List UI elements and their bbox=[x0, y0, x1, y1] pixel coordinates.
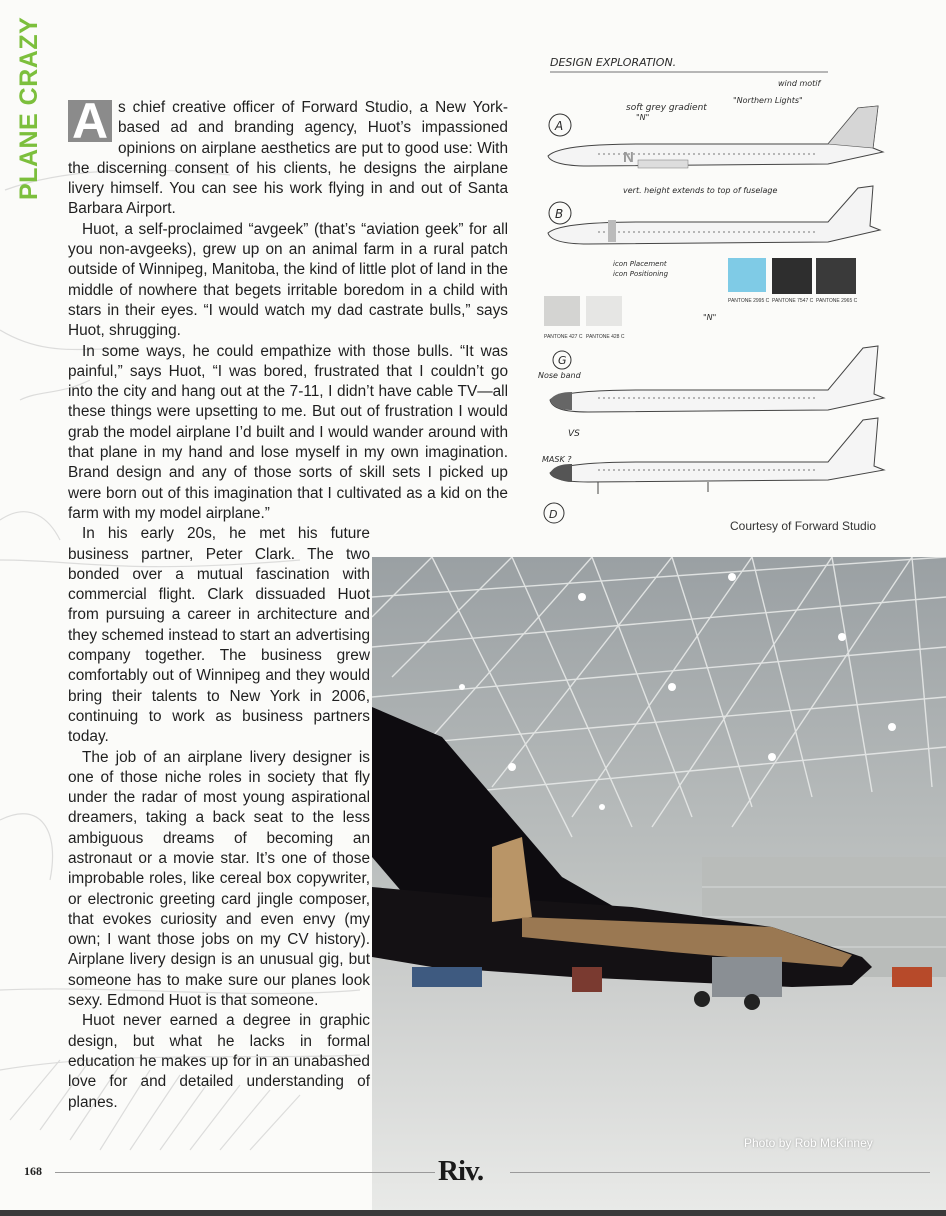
sketch-note: icon Placement bbox=[613, 260, 667, 268]
option-label: A bbox=[555, 119, 564, 133]
option-label: G bbox=[558, 354, 567, 367]
swatch-dark bbox=[772, 258, 812, 294]
swatch-grey bbox=[544, 296, 580, 326]
plane-sketch-a bbox=[548, 106, 883, 168]
swatch-blue bbox=[728, 258, 766, 292]
swatch-label: PANTONE 428 C bbox=[586, 334, 625, 340]
swatch-label: PANTONE 2995 C bbox=[728, 298, 770, 304]
sketch-note: icon Positioning bbox=[613, 270, 669, 278]
photo-credit: Photo by Rob McKinney bbox=[744, 1136, 873, 1150]
swatch-label: PANTONE 427 C bbox=[544, 334, 583, 340]
sketch-note: Nose band bbox=[538, 371, 581, 380]
magazine-logo: Riv. bbox=[438, 1155, 484, 1187]
article-paragraph: The job of an airplane livery designer is one of those niche roles in society that fly under the radar of most young aspirational dreamers, taking a back seat to the less ambiguous dreams of becoming an astronaut or a movie star. It’s one of those improbable roles, like cereal box copywriter, or electronic greeting card jingle composer, that evokes curiosity and even envy (my own; I want those jobs on my CV history). Airplane livery design is an unusual gig, but someone has to make sure our planes look sexy. Edmond Huot is that someone. bbox=[68, 748, 370, 1010]
sketch-note: VS bbox=[568, 429, 580, 439]
swatch-dark bbox=[816, 258, 856, 294]
swatch-label: PANTONE 7547 C bbox=[772, 298, 814, 304]
plane-sketch-d bbox=[550, 418, 884, 494]
article-paragraph: In his early 20s, he met his future business partner, Peter Clark. The two bonded over a mutual fascination with commercial flight. Clark dissuaded Huot from pursuing a career in architecture and they schemed instead to start an advertising company together. The business grew comfortably out of Winnipeg and they would bring their talents to New York in 2006, continuing to work as business partners today. bbox=[68, 525, 370, 746]
sketch-note: "N" bbox=[703, 313, 717, 322]
footer-rule bbox=[510, 1172, 930, 1173]
page-number: 168 bbox=[24, 1164, 42, 1178]
sketch-heading: DESIGN EXPLORATION. bbox=[550, 56, 677, 69]
option-label: B bbox=[555, 207, 564, 221]
sketch-note: MASK ? bbox=[542, 455, 572, 464]
sketch-note: "Northern Lights" bbox=[733, 96, 803, 105]
article-paragraph: s chief creative officer of Forward Studio, a New York-based ad and branding agency, Huot’s impassioned opinions on airplane aesthetics are put to good use: With the discerning consent of his clients, he designs the airplane livery himself. You can see his work flying in and out of Santa Barbara Airport. bbox=[68, 99, 508, 218]
sketch-note: "N" bbox=[636, 113, 650, 122]
sketch-credit: Courtesy of Forward Studio bbox=[730, 519, 877, 533]
article-paragraph: Huot never earned a degree in graphic design, but what he lacks in formal education he makes up for in an unabashed love for and detailed understanding of planes. bbox=[68, 1012, 370, 1111]
article-paragraph: Huot, a self-proclaimed “avgeek” (that’s “aviation geek” for all you non-avgeeks), grew up on an animal farm in a rural patch outside of Winnipeg, Manitoba, the kind of little plot of land in the middle of nowhere that begets irritable boredom in a child with stars in their eyes. “I would watch my dad castrate bulls,” says Huot, shrugging. bbox=[68, 220, 508, 340]
swatch-label: PANTONE 2965 C bbox=[816, 298, 858, 304]
bottom-edge-bar bbox=[0, 1210, 946, 1216]
drop-cap: A bbox=[68, 100, 112, 142]
article-paragraph: In some ways, he could empathize with those bulls. “It was painful,” says Huot, “I was bored, frustrated that I couldn’t go into the city and hang out at the 7-11, I didn’t have cable TV—all these things were upsetting to me. But out of frustration I would grab the model airplane I’d built and I would wander around with that plane in my hand and lose myself in my own imagination. Brand design and any of those sorts of skill sets I picked up were born out of this imagination that I cultivated as a kid on the farm with my model airplane.” bbox=[68, 342, 508, 522]
section-label: PLANE CRAZY bbox=[15, 16, 43, 200]
svg-text:N: N bbox=[623, 149, 634, 166]
hangar-photo bbox=[372, 557, 946, 1212]
sketch-note: vert. height extends to top of fuselage bbox=[623, 186, 778, 195]
footer-rule bbox=[55, 1172, 435, 1173]
sketch-note: wind motif bbox=[778, 79, 821, 88]
option-label: D bbox=[549, 508, 558, 521]
sketch-note: soft grey gradient bbox=[626, 103, 707, 113]
plane-sketch-g bbox=[550, 346, 884, 412]
design-exploration-sketch bbox=[528, 48, 898, 540]
swatch-grey bbox=[586, 296, 622, 326]
